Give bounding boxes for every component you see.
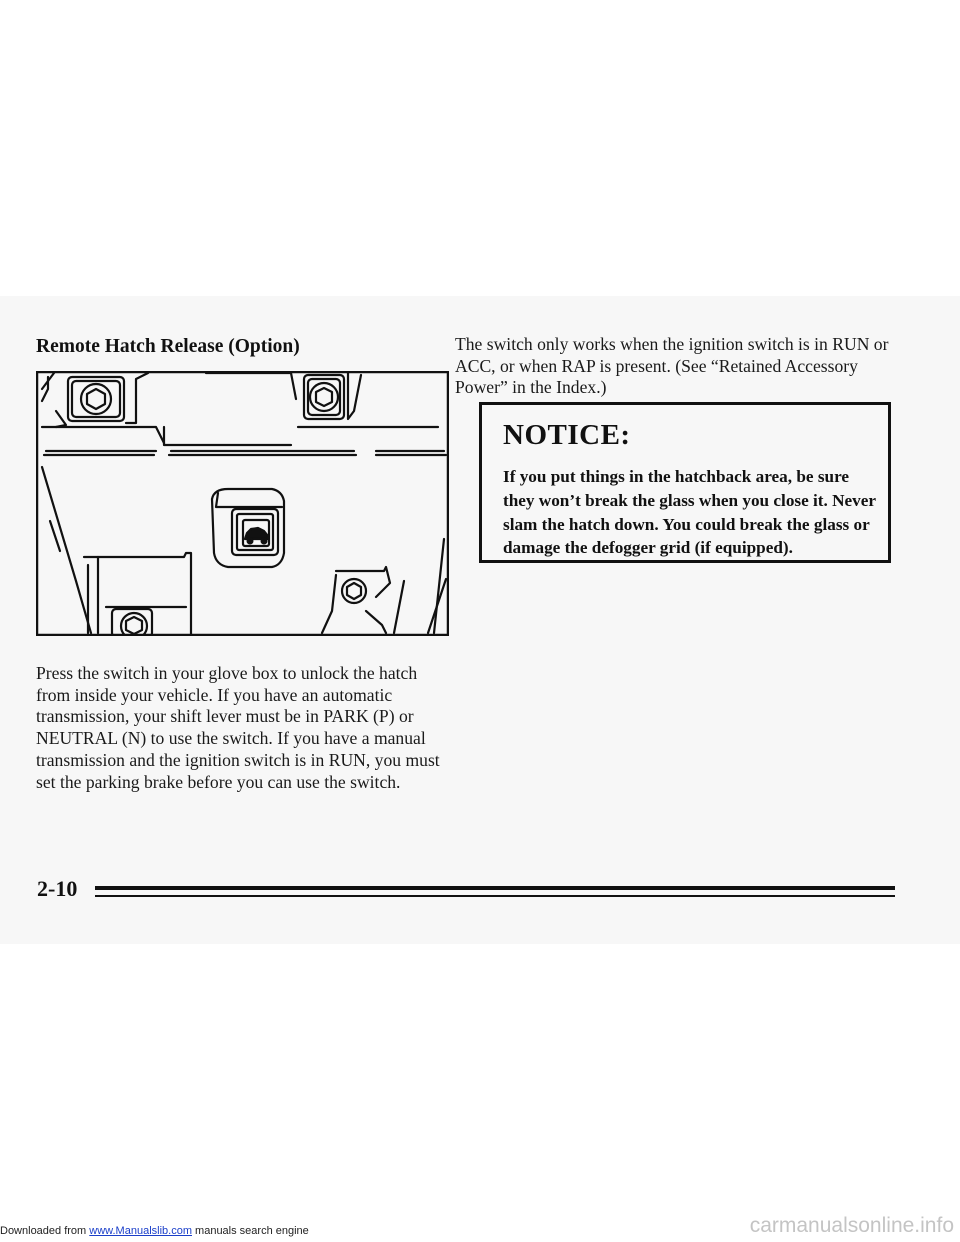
watermark: carmanualsonline.info: [749, 1214, 954, 1237]
notice-text: If you put things in the hatchback area, be sure they won’t break the glass when you close it. Never slam the hatch down. You could break the glass or damage the defogger grid (if equipped).: [503, 467, 876, 558]
download-suffix: manuals search engine: [191, 1225, 309, 1237]
download-prefix: Downloaded from: [0, 1225, 90, 1237]
manualslib-link[interactable]: www.Manualslib.com: [89, 1225, 192, 1237]
notice-box: [479, 402, 891, 563]
notice-title: NOTICE:: [503, 419, 631, 451]
section-heading: Remote Hatch Release (Option): [36, 336, 300, 357]
page-number: 2-10: [37, 876, 78, 901]
download-footer: [0, 1225, 309, 1237]
glove-box-hatch-switch-illustration: [36, 371, 449, 636]
instructions-paragraph: Press the switch in your glove box to unlock the hatch from inside your vehicle. If you have an automatic transmission, your shift lever must be in PARK (P) or NEUTRAL (N) to use the switch. If you have a manual transmission and the ignition switch is in RUN, you must set the parking brake before you can use the switch.: [36, 663, 440, 792]
footer-rule-thin: [95, 895, 895, 897]
footer-rule: [95, 886, 895, 900]
switch-conditions-paragraph: The switch only works when the ignition switch is in RUN or ACC, or when RAP is present. (See “Retained Accessory Power” in the Index.): [455, 334, 889, 397]
footer-rule-thick: [95, 886, 895, 890]
